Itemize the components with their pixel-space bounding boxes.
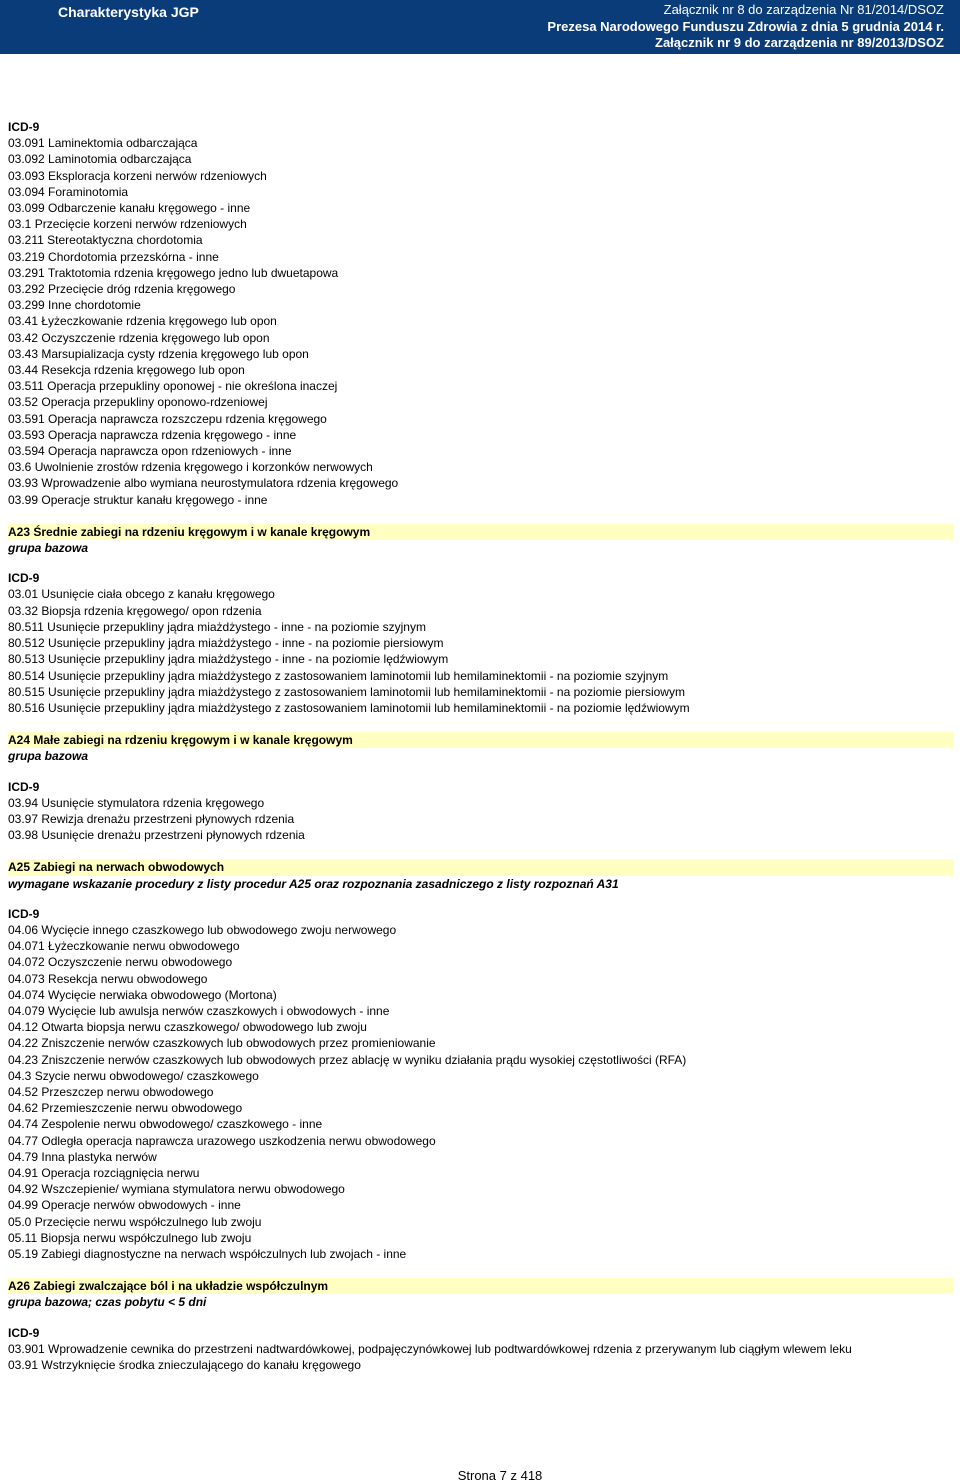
header-annex-line: Załącznik nr 8 do zarządzenia Nr 81/2014/DSOZ [663,2,944,17]
procedure-list [8,135,954,508]
spacer [8,1311,954,1325]
procedure-item: 80.512 Usunięcie przepukliny jądra miażdżystego - inne - na poziomie piersiowym [8,636,444,651]
procedure-item: 03.094 Foraminotomia [8,184,129,199]
procedure-item: 03.901 Wprowadzenie cewnika do przestrzeni nadtwardówkowej, podpajęczynówkowej lub podtwardówkowej rdzenia z przerywanym lub ciągłym wlewem leku [8,1341,852,1356]
procedure-item: 03.292 Przecięcie dróg rdzenia kręgowego [8,282,236,297]
procedure-item: 04.77 Odległa operacja naprawcza urazowego uszkodzenia nerwu obwodowego [8,1133,436,1148]
procedure-item: 03.594 Operacja naprawcza opon rdzeniowych - inne [8,444,292,459]
procedure-item: 05.19 Zabiegi diagnostyczne na nerwach współczulnych lub zwojach - inne [8,1247,407,1261]
group-section [8,524,954,716]
procedure-item: 03.511 Operacja przepukliny oponowej - nie określona inaczej [8,379,338,394]
procedure-item: 04.92 Wszczepienie/ wymiana stymulatora nerwu obwodowego [8,1182,345,1197]
group-title: A24 Małe zabiegi na rdzeniu kręgowym i w kanale kręgowym [8,732,954,748]
procedure-item: 04.3 Szycie nerwu obwodowego/ czaszkowego [8,1068,259,1083]
procedure-item: 04.79 Inna plastyka nerwów [8,1149,157,1164]
procedure-item: 80.516 Usunięcie przepukliny jądra miażdżystego z zastosowaniem laminotomii lub hemilaminektomii - na poziomie lędźwiowym [8,700,690,715]
procedure-item: 04.91 Operacja rozciągnięcia nerwu [8,1165,200,1180]
procedure-item: 03.42 Oczyszczenie rdzenia kręgowego lub opon [8,330,270,345]
group-sections [8,524,954,1373]
procedure-item: 03.41 Łyżeczkowanie rdzenia kręgowego lub opon [8,314,277,329]
procedure-item: 80.513 Usunięcie przepukliny jądra miażdżystego - inne - na poziomie lędźwiowym [8,652,449,667]
procedure-item: 03.52 Operacja przepukliny oponowo-rdzeniowej [8,395,268,410]
procedure-item: 03.591 Operacja naprawcza rozszczepu rdzenia kręgowego [8,411,327,426]
procedure-item: 03.43 Marsupializacja cysty rdzenia kręgowego lub opon [8,346,309,361]
code-list-header: ICD-9 [8,906,40,921]
group-subtitle: grupa bazowa; czas pobytu < 5 dni [8,1295,207,1310]
procedure-item: 04.22 Zniszczenie nerwów czaszkowych lub obwodowych przez promieniowanie [8,1036,436,1051]
procedure-item: 03.91 Wstrzyknięcie środka znieczulającego do kanału kręgowego [8,1358,361,1373]
group-title: A23 Średnie zabiegi na rdzeniu kręgowym i w kanale kręgowym [8,524,954,540]
procedure-item: 04.072 Oczyszczenie nerwu obwodowego [8,955,233,970]
group-subtitle: grupa bazowa [8,749,89,764]
header-annex-line: Prezesa Narodowego Funduszu Zdrowia z dnia 5 grudnia 2014 r. [547,18,944,34]
procedure-item: 04.62 Przemieszczenie nerwu obwodowego [8,1101,243,1116]
procedure-item: 03.092 Laminotomia odbarczająca [8,152,192,167]
spacer [8,892,954,906]
procedure-item: 04.99 Operacje nerwów obwodowych - inne [8,1198,241,1213]
procedure-item: 80.514 Usunięcie przepukliny jądra miażdżystego z zastosowaniem laminotomii lub hemilaminektomii - na poziomie szyjnym [8,668,669,683]
procedure-item: 03.593 Operacja naprawcza rdzenia kręgowego - inne [8,427,297,442]
page-header [0,0,960,54]
procedure-item: 03.98 Usunięcie drenażu przestrzeni płynowych rdzenia [8,828,305,843]
group-section [8,732,954,843]
procedure-item: 03.93 Wprowadzenie albo wymiana neurostymulatora rdzenia kręgowego [8,476,399,491]
spacer [8,556,954,570]
page-number: Strona 7 z 418 [457,1468,543,1483]
group-title: A26 Zabiegi zwalczające ból i na układzie współczulnym [8,1278,954,1294]
header-title: Charakterystyka JGP [58,4,199,20]
group-title: A25 Zabiegi na nerwach obwodowych [8,859,954,875]
procedure-item: 03.97 Rewizja drenażu przestrzeni płynowych rdzenia [8,811,295,826]
procedure-item: 04.071 Łyżeczkowanie nerwu obwodowego [8,939,240,954]
procedure-item: 04.073 Resekcja nerwu obwodowego [8,971,208,986]
group-section [8,1278,954,1373]
procedure-item: 05.11 Biopsja nerwu współczulnego lub zwoju [8,1230,252,1245]
code-list-header: ICD-9 [8,120,40,134]
procedure-item: 03.99 Operacje struktur kanału kręgowego - inne [8,492,268,507]
procedure-item: 04.52 Przeszczep nerwu obwodowego [8,1084,214,1099]
code-list-header: ICD-9 [8,1325,40,1340]
document-body [8,119,954,1373]
procedure-item: 03.6 Uwolnienie zrostów rdzenia kręgowego i korzonków nerwowych [8,460,373,475]
procedure-item: 04.074 Wycięcie nerwiaka obwodowego (Mortona) [8,987,277,1002]
spacer [8,765,954,779]
procedure-item: 80.515 Usunięcie przepukliny jądra miażdżystego z zastosowaniem laminotomii lub hemilaminektomii - na poziomie piersiowym [8,684,685,699]
group-subtitle: grupa bazowa [8,541,89,556]
group-section [8,859,954,1262]
procedure-item: 03.211 Stereotaktyczna chordotomia [8,233,203,248]
procedure-item: 04.23 Zniszczenie nerwów czaszkowych lub obwodowych przez ablację w wyniku działania prądu wysokiej częstotliwości (RFA) [8,1052,687,1067]
procedure-item: 03.32 Biopsja rdzenia kręgowego/ opon rdzenia [8,603,262,618]
procedure-item: 03.94 Usunięcie stymulatora rdzenia kręgowego [8,795,265,810]
procedure-item: 03.01 Usunięcie ciała obcego z kanału kręgowego [8,587,275,602]
group-subtitle: wymagane wskazanie procedury z listy procedur A25 oraz rozpoznania zasadniczego z listy rozpoznań A31 [8,876,619,891]
procedure-item: 04.74 Zespolenie nerwu obwodowego/ czaszkowego - inne [8,1117,323,1132]
procedure-item: 04.079 Wycięcie lub awulsja nerwów czaszkowych i obwodowych - inne [8,1003,390,1018]
procedure-item: 03.299 Inne chordotomie [8,298,141,313]
procedure-item: 03.219 Chordotomia przezskórna - inne [8,249,219,264]
procedure-item: 03.099 Odbarczenie kanału kręgowego - inne [8,201,251,216]
intro-block [8,119,954,508]
procedure-item: 03.44 Resekcja rdzenia kręgowego lub opon [8,363,245,378]
code-list-header: ICD-9 [8,571,40,586]
procedure-item: 04.06 Wycięcie innego czaszkowego lub obwodowego zwoju nerwowego [8,922,397,937]
procedure-item: 03.093 Eksploracja korzeni nerwów rdzeniowych [8,168,267,183]
procedure-item: 80.511 Usunięcie przepukliny jądra miażdżystego - inne - na poziomie szyjnym [8,619,426,634]
procedure-item: 03.291 Traktotomia rdzenia kręgowego jedno lub dwuetapowa [8,265,339,280]
header-annex-line: Załącznik nr 9 do zarządzenia nr 89/2013/DSOZ [655,35,944,50]
procedure-item: 04.12 Otwarta biopsja nerwu czaszkowego/ obwodowego lub zwoju [8,1020,367,1035]
code-list-header: ICD-9 [8,779,40,794]
procedure-item: 03.091 Laminektomia odbarczająca [8,136,198,151]
procedure-item: 05.0 Przecięcie nerwu współczulnego lub zwoju [8,1214,262,1229]
procedure-item: 03.1 Przecięcie korzeni nerwów rdzeniowych [8,217,247,232]
header-annex-info [547,2,944,52]
